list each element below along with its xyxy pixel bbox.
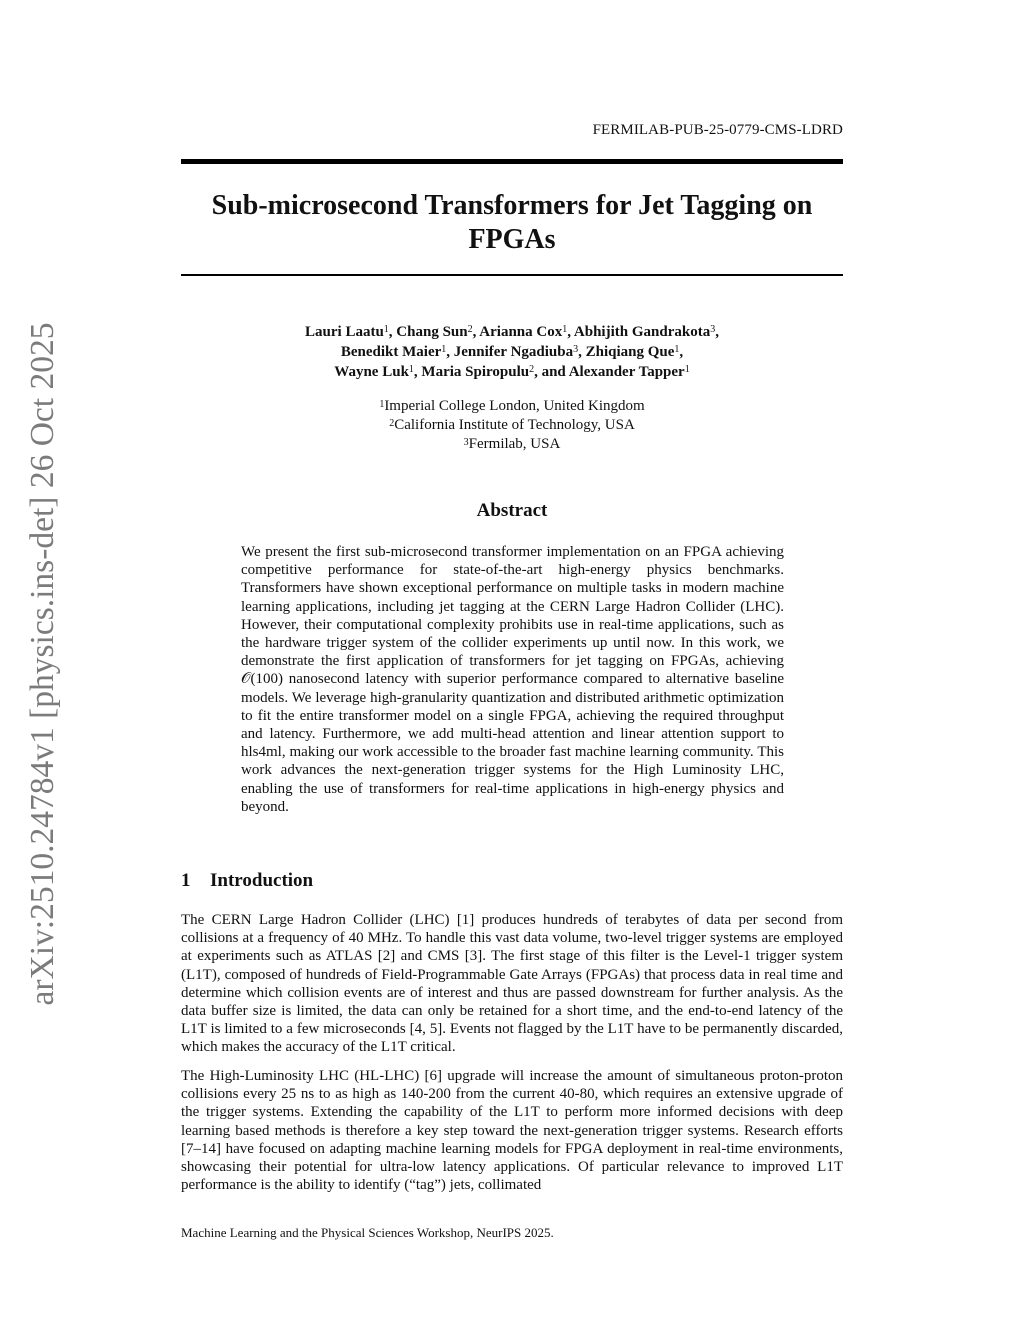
author-name: Jennifer Ngadiuba [453, 344, 574, 360]
arxiv-identifier[interactable]: arXiv:2510.24784v1 [physics.ins-det] 26 Oct 2025 [24, 322, 61, 1006]
author-affiliation-mark: 3 [573, 344, 579, 355]
affiliation-item [181, 435, 843, 454]
author-affiliation-mark: 1 [408, 364, 414, 375]
author-name: Maria Spiropulu [421, 364, 530, 380]
author-line-2: Benedikt Maier$^1$, Jennifer Ngadiuba$^3$, Zhiqiang Que$^1$, [340, 344, 684, 360]
title-top-rule [181, 159, 843, 164]
intro-paragraph-2: The High-Luminosity LHC (HL-LHC) [6] upgrade will increase the amount of simultaneous proton-proton collisions every 25 ns to as high as 140-200 from the current 40-80, which requires an extensive upgrade of the trigger systems. Extending the capability of the L1T to perform more informed decisions with deep learning based methods is therefore a key step toward the next-generation trigger systems. Research efforts [7–14] have focused on adapting machine learning models for FPGA deployment in real-time environments, showcasing their potential for ultra-low latency applications. Of particular relevance to improved L1T performance is the ability to identify (“tag”) jets, collimated [181, 1068, 843, 1194]
section-title: Introduction [210, 870, 314, 891]
title-bottom-rule [181, 274, 843, 276]
author-line-3: Wayne Luk$^1$, Maria Spiropulu$^2$, and Alexander Tapper$^1$ [334, 364, 690, 380]
section-number: 1 [181, 870, 191, 891]
author-line-1: Lauri Laatu$^1$, Chang Sun$^2$, Arianna Cox$^1$, Abhijith Gandrakota$^3$, [305, 324, 719, 340]
affiliation-text: Fermilab, USA [468, 436, 561, 452]
affiliation-item [181, 416, 843, 435]
author-name: Alexander Tapper [568, 364, 685, 380]
abstract-body: We present the first sub-microsecond transformer implementation on an FPGA achieving competitive performance for state-of-the-art high-energy physics benchmarks. Transformers have shown exceptional performance on multiple tasks in modern machine learning applications, including jet tagging at the CERN Large Hadron Collider (LHC). However, their computational complexity prohibits use in real-time applications, such as the hardware trigger system of the collider experiments up until now. In this work, we demonstrate the first application of transformers for jet tagging on FPGAs, achieving 𝒪(100) nanosecond latency with superior performance compared to alternative baseline models. We leverage high-granularity quantization and distributed arithmetic optimization to fit the entire transformer model on a single FPGA, achieving the required throughput and latency. Furthermore, we add multi-head attention and linear attention support to hls4ml, making our work accessible to the broader fast machine learning community. This work advances the next-generation trigger systems for the High Luminosity LHC, enabling the use of transformers for real-time applications in high-energy physics and beyond. [241, 544, 784, 815]
affiliation-item [181, 397, 843, 416]
author-name: Arianna Cox [479, 324, 563, 340]
affiliation-number: 2 [389, 418, 395, 429]
author-affiliation-mark: 2 [467, 324, 473, 335]
affiliation-number: 1 [379, 399, 385, 410]
title-line-2: FPGAs [468, 224, 556, 255]
author-name: Benedikt Maier [340, 344, 442, 360]
affiliation-text: Imperial College London, United Kingdom [384, 398, 645, 414]
author-name: Chang Sun [396, 324, 468, 340]
intro-paragraph-1: The CERN Large Hadron Collider (LHC) [1] produces hundreds of terabytes of data per second from collisions at a frequency of 40 MHz. To handle this vast data volume, two-level trigger systems are employed at experiments such as ATLAS [2] and CMS [3]. The first stage of this filter is the Level-1 trigger system (L1T), composed of hundreds of Field-Programmable Gate Arrays (FPGAs) that process data in real time and determine which collision events are of interest and thus are passed downstream for further analysis. As the data buffer size is limited, the data can only be retained for a short time, and the end-to-end latency of the L1T is limited to a few microseconds [4, 5]. Events not flagged by the L1T have to be permanently discarded, which makes the accuracy of the L1T critical. [181, 912, 843, 1056]
author-list [181, 322, 843, 382]
author-affiliation-mark: 1 [383, 324, 389, 335]
arxiv-sidebar [22, 314, 64, 1014]
venue-footnote: Machine Learning and the Physical Sciences Workshop, NeurIPS 2025. [181, 1225, 554, 1240]
paper-title [181, 189, 843, 257]
author-name: Wayne Luk [334, 364, 409, 380]
title-line-1: Sub-microsecond Transformers for Jet Tagging on [211, 190, 813, 221]
report-number: FERMILAB-PUB-25-0779-CMS-LDRD [592, 122, 843, 138]
affiliation-text: California Institute of Technology, USA [394, 417, 635, 433]
author-name: Lauri Laatu [305, 324, 384, 340]
affiliation-list [181, 397, 843, 454]
author-affiliation-mark: 1 [441, 344, 447, 355]
author-affiliation-mark: 1 [674, 344, 680, 355]
section-heading [181, 870, 313, 892]
abstract-heading: Abstract [476, 500, 548, 521]
author-name: Zhiqiang Que [585, 344, 675, 360]
author-affiliation-mark: 3 [710, 324, 716, 335]
author-affiliation-mark: 1 [684, 364, 690, 375]
author-affiliation-mark: 1 [562, 324, 568, 335]
affiliation-number: 3 [463, 437, 469, 448]
author-name: Abhijith Gandrakota [573, 324, 711, 340]
author-affiliation-mark: 2 [529, 364, 535, 375]
